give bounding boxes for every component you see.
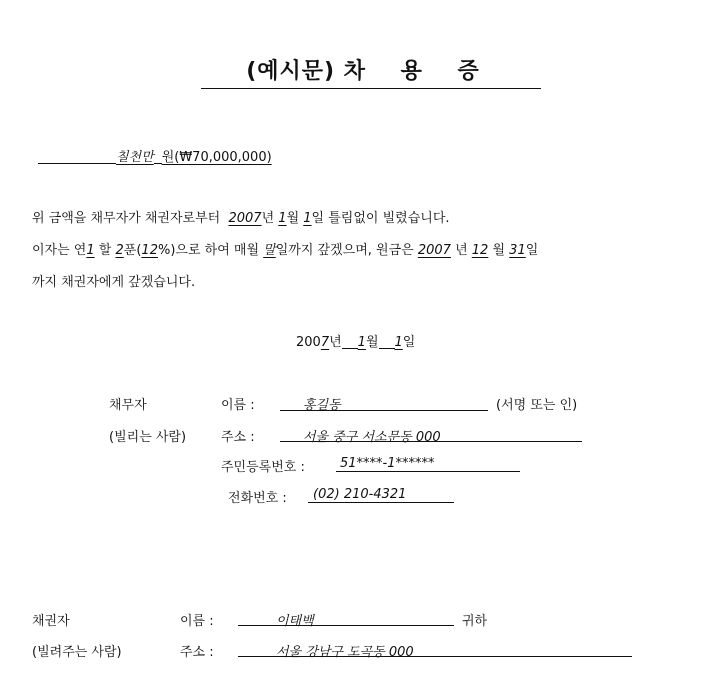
repay-sentence: 까지 채권자에게 갚겠습니다. (32, 275, 196, 290)
date-day: 1 (394, 335, 403, 350)
date-year-unit: 년 (329, 335, 342, 350)
debtor-name-label: 이름 : (221, 398, 255, 413)
due-year-unit: 년 (455, 243, 468, 258)
debtor-phone-label: 전화번호 : (228, 491, 287, 506)
document-title: (예시문) 차 용 증 (246, 59, 480, 84)
pun-unit: 푼( (123, 243, 142, 258)
month-unit: 월 (286, 211, 300, 226)
amount-hangul: 칠천만 (116, 150, 154, 165)
creditor-name: 이태백 (276, 614, 314, 629)
interest-percent: 12 (141, 243, 158, 258)
debtor-name-line (280, 410, 488, 411)
year-unit: 년 (261, 211, 275, 226)
sentence2-middle: 일까지 갚겠으며, 원금은 (275, 243, 414, 258)
due-day-unit: 일 (525, 243, 539, 258)
due-year: 2007 (417, 243, 451, 258)
amount-blank (38, 149, 116, 164)
title-underline (201, 88, 541, 89)
creditor-name-label: 이름 : (180, 614, 214, 629)
debtor-role-sub: (빌리는 사람) (109, 430, 187, 445)
borrow-day: 1 (303, 211, 312, 226)
monthly-pay-day: 말 (263, 243, 276, 258)
debtor-address-label: 주소 : (221, 430, 255, 445)
debtor-name: 홍길동 (303, 398, 341, 413)
interest-sentence (32, 239, 538, 258)
debtor-rrn: 51****-1****** (340, 456, 435, 471)
creditor-role: 채권자 (32, 614, 70, 629)
debtor-phone: (02) 210-4321 (313, 487, 407, 502)
debtor-phone-line (308, 502, 454, 503)
borrow-sentence (32, 207, 450, 226)
amount-gap (154, 149, 162, 164)
debtor-rrn-label: 주민등록번호 : (221, 460, 305, 475)
document-date (296, 331, 415, 350)
creditor-address: 서울 강남구 도곡동 000 (276, 645, 414, 660)
sentence2-prefix: 이자는 연 (32, 243, 87, 258)
interest-pun: 2 (115, 243, 124, 258)
debtor-address: 서울 중구 서소문동 000 (303, 430, 441, 445)
hal-unit: 할 (98, 243, 112, 258)
creditor-address-line (238, 656, 632, 657)
due-day: 31 (509, 243, 526, 258)
amount-won: 원(₩70,000,000) (161, 150, 272, 165)
loan-amount (38, 146, 272, 165)
percent-unit: %)으로 하여 매월 (157, 243, 260, 258)
sentence1-prefix: 위 금액을 채무자가 채권자로부터 (32, 211, 221, 226)
creditor-address-label: 주소 : (180, 645, 214, 660)
borrow-month: 1 (278, 211, 287, 226)
creditor-role-sub: (빌려주는 사람) (32, 645, 122, 660)
creditor-honorific: 귀하 (462, 614, 488, 629)
debtor-rrn-line (336, 471, 520, 472)
creditor-name-line (238, 625, 454, 626)
date-day-unit: 일 (402, 335, 416, 350)
debtor-role: 채무자 (109, 398, 147, 413)
sentence1-suffix: 일 틀림없이 빌렸습니다. (311, 211, 450, 226)
date-year: 7 (320, 335, 330, 350)
borrow-year: 2007 (228, 211, 262, 226)
debtor-address-line (280, 441, 582, 442)
due-month-unit: 월 (492, 243, 506, 258)
due-month: 12 (471, 243, 489, 258)
date-month: 1 (357, 335, 366, 350)
date-month-unit: 월 (365, 335, 379, 350)
debtor-sign-note: (서명 또는 인) (496, 398, 578, 413)
date-prefix: 200 (296, 335, 321, 350)
interest-hal: 1 (86, 243, 95, 258)
